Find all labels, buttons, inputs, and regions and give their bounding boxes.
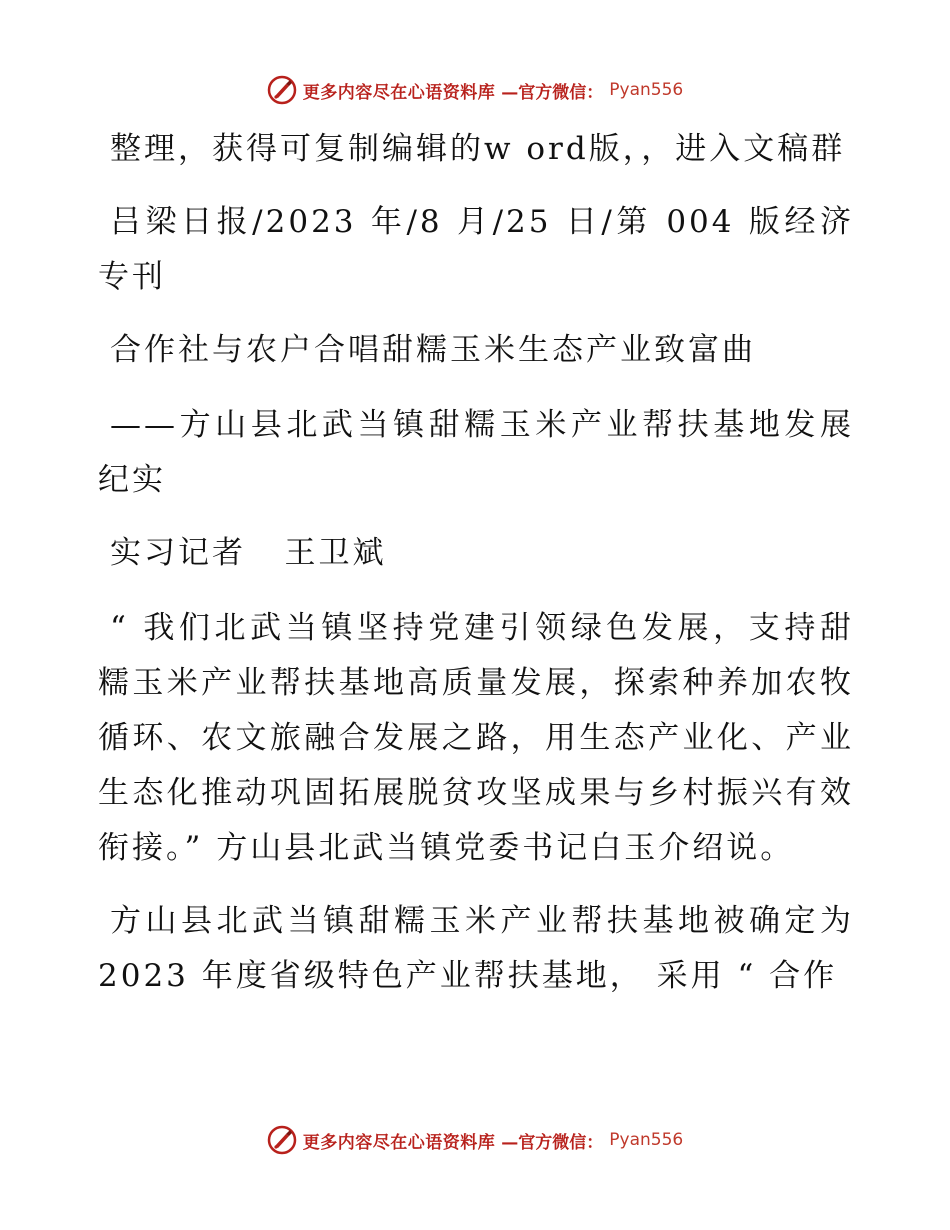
body-paragraph: 方山县北武当镇甜糯玉米产业帮扶基地被确定为2023 年度省级特色产业帮扶基地， 采用 “ 合作 (98, 903, 854, 994)
document-body (98, 122, 854, 1022)
header-watermark (0, 72, 950, 108)
watermark-separator: —官方微信： (501, 82, 604, 103)
byline: 实习记者 王卫斌 (110, 535, 387, 571)
source-line-paragraph: 吕梁日报/2023 年/8 月/25 日/第 004 版经济专刊 (98, 204, 854, 295)
watermark-text: 更多内容尽在心语资料库 (302, 1132, 496, 1153)
quill-logo-icon (267, 75, 297, 105)
quote-paragraph: “ 我们北武当镇坚持党建引领绿色发展，支持甜糯玉米产业帮扶基地高质量发展，探索种养加农牧循环、农文旅融合发展之路，用生态产业化、产业生态化推动巩固拓展脱贫攻坚成果与乡村振兴有效衔接。” 方山县北武当镇党委书记白玉介绍说。 (98, 610, 854, 866)
quill-logo-icon (267, 1125, 297, 1155)
watermark-separator: —官方微信： (501, 1132, 604, 1153)
article-subtitle: ——方山县北武当镇甜糯玉米产业帮扶基地发展纪实 (98, 407, 854, 498)
watermark-wechat-id: Pyan556 (609, 80, 684, 100)
article-title: 合作社与农户合唱甜糯玉米生态产业致富曲 (110, 332, 756, 368)
watermark-wechat-id: Pyan556 (609, 1130, 684, 1150)
footer-watermark (0, 1122, 950, 1158)
intro-note-paragraph: 整理，获得可复制编辑的w ord版，，进入文稿群 (110, 131, 846, 167)
watermark-text: 更多内容尽在心语资料库 (302, 82, 496, 103)
